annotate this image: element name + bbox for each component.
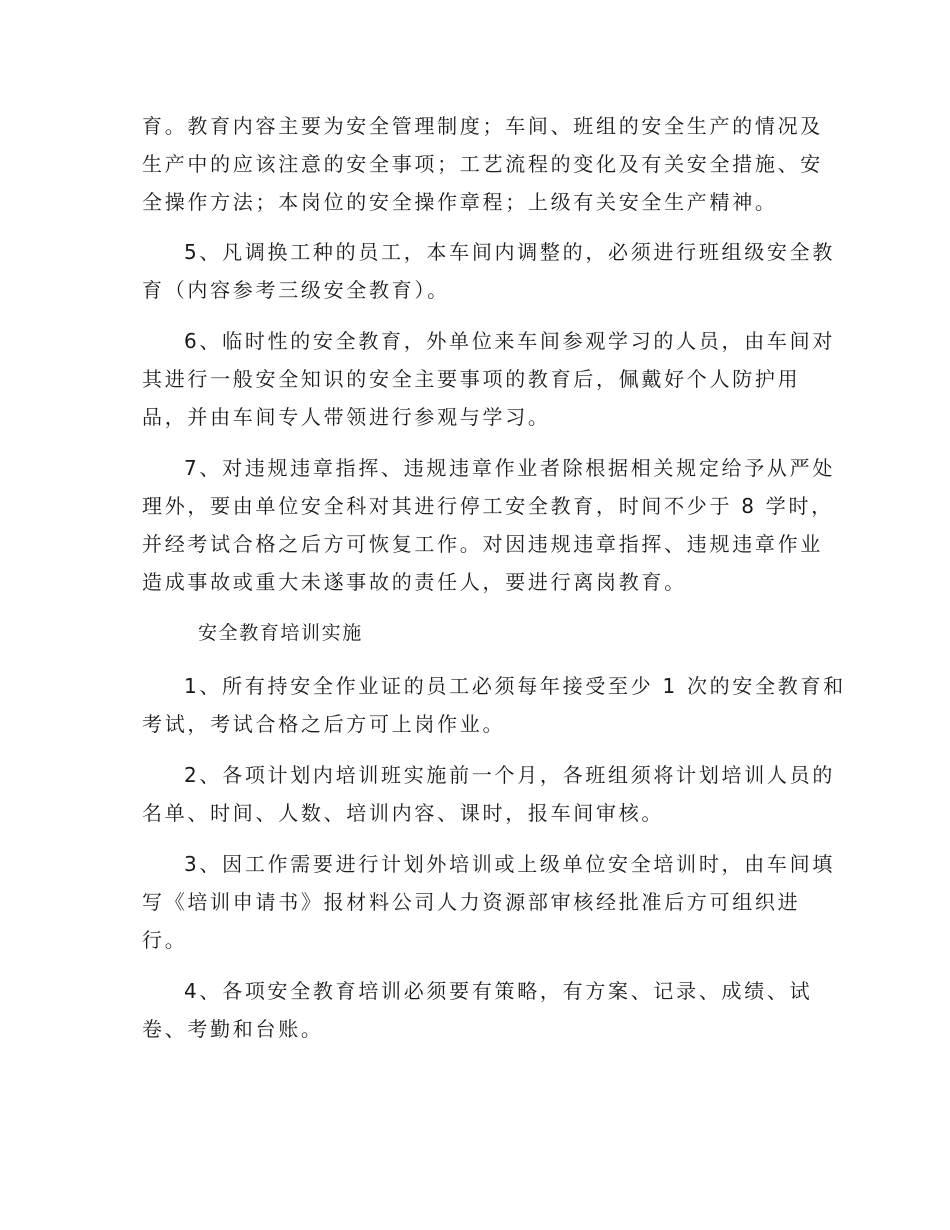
text-line: 7、对违规违章指挥、违规违章作业者除根据相关规定给予从严处 bbox=[184, 456, 836, 480]
paragraph-item-6 bbox=[142, 322, 836, 436]
text-line: 造成事故或重大未遂事故的责任人，要进行离岗教育。 bbox=[142, 570, 687, 594]
paragraph-item-5 bbox=[142, 233, 836, 309]
text-line: 全操作方法；本岗位的安全操作章程；上级有关安全生产精神。 bbox=[142, 190, 778, 214]
text-line: 育。教育内容主要为安全管理制度；车间、班组的安全生产的情况及 bbox=[142, 114, 823, 138]
text-line: 3、因工作需要进行计划外培训或上级单位安全培训时，由车间填 bbox=[184, 852, 836, 876]
section-title: 安全教育培训实施 bbox=[198, 622, 363, 644]
paragraph-step-1 bbox=[142, 667, 846, 743]
text-line: 4、各项安全教育培训必须要有策略，有方案、记录、成绩、试 bbox=[184, 979, 813, 1003]
text-line: 育（内容参考三级安全教育）。 bbox=[142, 278, 450, 302]
paragraph-step-2 bbox=[142, 756, 836, 832]
text-line: 6、临时性的安全教育，外单位来车间参观学习的人员，由车间对 bbox=[184, 329, 836, 353]
text-line: 理外，要由单位安全科对其进行停工安全教育，时间不少于 8 学时， bbox=[142, 494, 834, 518]
text-line: 并经考试合格之后方可恢复工作。对因违规违章指挥、违规违章作业 bbox=[142, 532, 823, 556]
section-heading bbox=[142, 614, 822, 652]
text-line: 卷、考勤和台账。 bbox=[142, 1017, 324, 1041]
text-line: 2、各项计划内培训班实施前一个月，各班组须将计划培训人员的 bbox=[184, 763, 836, 787]
text-line: 其进行一般安全知识的安全主要事项的教育后，佩戴好个人防护用 bbox=[142, 367, 801, 391]
text-line: 行。 bbox=[142, 928, 188, 952]
text-line: 生产中的应该注意的安全事项；工艺流程的变化及有关安全措施、安 bbox=[142, 152, 823, 176]
text-line: 5、凡调换工种的员工，本车间内调整的，必须进行班组级安全教 bbox=[184, 240, 836, 264]
paragraph-step-4 bbox=[142, 972, 822, 1048]
paragraph-item-7 bbox=[142, 449, 836, 601]
text-line: 品，并由车间专人带领进行参观与学习。 bbox=[142, 405, 551, 429]
text-line: 考试，考试合格之后方可上岗作业。 bbox=[142, 712, 506, 736]
text-line: 名单、时间、人数、培训内容、课时，报车间审核。 bbox=[142, 801, 665, 825]
paragraph-education-content bbox=[142, 107, 822, 221]
paragraph-step-3 bbox=[142, 845, 836, 959]
text-line: 写《培训申请书》报材料公司人力资源部审核经批准后方可组织进 bbox=[142, 890, 801, 914]
text-line: 1、所有持安全作业证的员工必须每年接受至少 1 次的安全教育和 bbox=[184, 674, 846, 698]
